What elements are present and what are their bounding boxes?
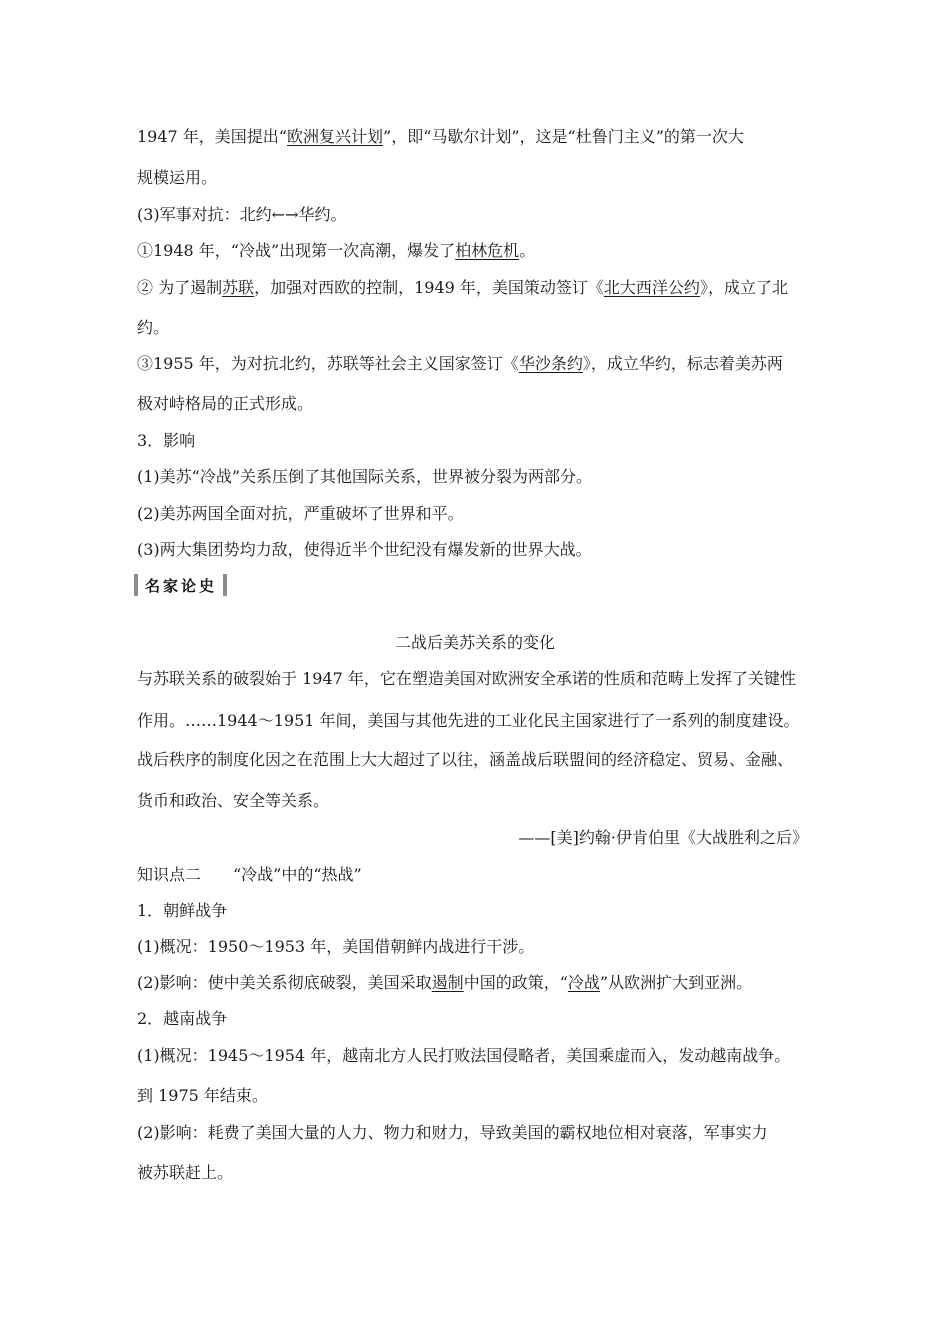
underlined-term: 北大西洋公约 xyxy=(603,278,700,297)
text-line: 1947 年，美国提出“欧洲复兴计划”，即“马歇尔计划”，这是“杜鲁门主义”的第一次大 xyxy=(137,127,744,146)
text-line: (2)影响：使中美关系彻底破裂，美国采取遏制中国的政策，“冷战”从欧洲扩大到亚洲。 xyxy=(137,973,753,992)
text-line: 到 1975 年结束。 xyxy=(137,1086,268,1105)
underlined-term: 冷战 xyxy=(567,973,600,992)
essay-title: 二战后美苏关系的变化 xyxy=(394,633,555,652)
text-line: ③1955 年，为对抗北约，苏联等社会主义国家签订《华沙条约》，成立华约，标志着美苏两 xyxy=(137,354,783,373)
text-line: (2)美苏两国全面对抗，严重破坏了世界和平。 xyxy=(137,504,464,523)
text-line: (3)军事对抗：北约←→华约。 xyxy=(137,205,347,224)
text-line: 3．影响 xyxy=(137,431,196,450)
text-line: ①1948 年，“冷战”出现第一次高潮，爆发了柏林危机。 xyxy=(137,241,536,260)
underlined-term: 苏联 xyxy=(222,278,255,297)
section-heading: 知识点二 “冷战”中的“热战” xyxy=(137,865,362,884)
text-line: (1)美苏“冷战”关系压倒了其他国际关系，世界被分裂为两部分。 xyxy=(137,467,593,486)
section-badge xyxy=(134,573,227,597)
underlined-term: 华沙条约 xyxy=(518,354,583,373)
text-line: 规模运用。 xyxy=(137,168,218,187)
badge-label: 名家论史 xyxy=(145,576,218,595)
underlined-term: 遏制 xyxy=(431,973,464,992)
text-line: (1)概况：1950～1953 年，美国借朝鲜内战进行干涉。 xyxy=(137,937,535,956)
text-line: (3)两大集团势均力敌，使得近半个世纪没有爆发新的世界大战。 xyxy=(137,540,592,559)
text-line: (2)影响：耗费了美国大量的人力、物力和财力，导致美国的霸权地位相对衰落，军事实力 xyxy=(137,1123,768,1142)
text-line: 被苏联赶上。 xyxy=(137,1163,234,1182)
badge-bar-right xyxy=(223,574,227,596)
text-line: 2．越南战争 xyxy=(137,1009,228,1028)
text-line: 货币和政治、安全等关系。 xyxy=(137,791,330,810)
text-line: 极对峙格局的正式形成。 xyxy=(137,394,314,413)
underlined-term: 柏林危机 xyxy=(455,241,520,260)
text-line: 约。 xyxy=(137,318,170,337)
text-line: 战后秩序的制度化因之在范围上大大超过了以往，涵盖战后联盟间的经济稳定、贸易、金融、 xyxy=(137,750,794,769)
text-line: (1)概况：1945～1954 年，越南北方人民打败法国侵略者，美国乘虚而入，发动越南战争。 xyxy=(137,1046,791,1065)
text-line: 1．朝鲜战争 xyxy=(137,901,228,920)
underlined-term: 欧洲复兴计划 xyxy=(287,127,384,146)
essay-source: ——[美]约翰·伊肯伯里《大战胜利之后》 xyxy=(518,828,808,847)
text-line: ② 为了遏制苏联，加强对西欧的控制，1949 年，美国策动签订《北大西洋公约》，成立了北 xyxy=(137,278,788,297)
text-line: 作用。……1944～1951 年间，美国与其他先进的工业化民主国家进行了一系列的制度建设。 xyxy=(137,711,800,730)
text-line: 与苏联关系的破裂始于 1947 年，它在塑造美国对欧洲安全承诺的性质和范畴上发挥了关键性 xyxy=(137,669,796,688)
